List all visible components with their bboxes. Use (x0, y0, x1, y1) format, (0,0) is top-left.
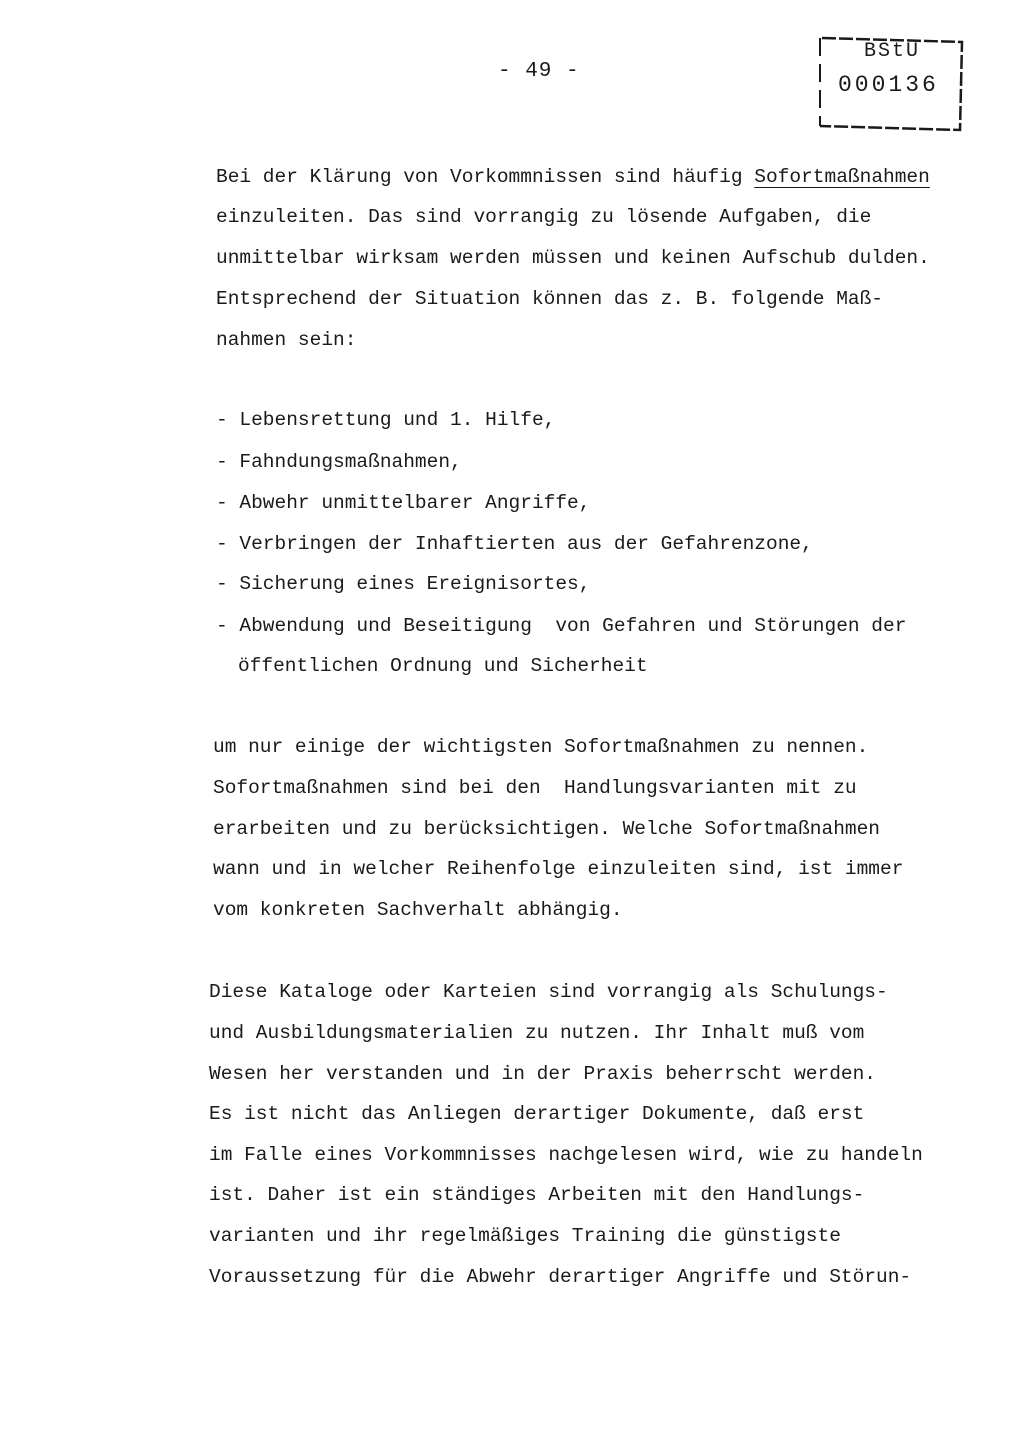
list-item: - Sicherung eines Ereignisortes, (216, 573, 591, 595)
list-item-continuation: öffentlichen Ordnung und Sicherheit (238, 655, 648, 677)
list-item: - Abwendung und Beseitigung von Gefahren und Störungen der (216, 615, 907, 637)
page-number: - 49 - (498, 60, 580, 83)
paragraph3-line4: Es ist nicht das Anliegen derartiger Dokumente, daß erst (209, 1103, 865, 1125)
paragraph2-line1: um nur einige der wichtigsten Sofortmaßnahmen zu nennen. (213, 736, 869, 758)
paragraph1-line3: unmittelbar wirksam werden müssen und keinen Aufschub dulden. (216, 247, 930, 269)
paragraph3-line5: im Falle eines Vorkommnisses nachgelesen wird, wie zu handeln (209, 1144, 923, 1166)
paragraph1-line5: nahmen sein: (216, 329, 357, 351)
paragraph2-line2: Sofortmaßnahmen sind bei den Handlungsvarianten mit zu (213, 777, 857, 799)
paragraph2-line5: vom konkreten Sachverhalt abhängig. (213, 899, 623, 921)
paragraph3-line1: Diese Kataloge oder Karteien sind vorrangig als Schulungs- (209, 981, 888, 1003)
list-item: - Abwehr unmittelbarer Angriffe, (216, 492, 591, 514)
paragraph3-line2: und Ausbildungsmaterialien zu nutzen. Ihr Inhalt muß vom (209, 1022, 865, 1044)
paragraph3-line6: ist. Daher ist ein ständiges Arbeiten mit den Handlungs- (209, 1184, 865, 1206)
paragraph2-line3: erarbeiten und zu berücksichtigen. Welche Sofortmaßnahmen (213, 818, 881, 840)
paragraph3-line7: varianten und ihr regelmäßiges Training die günstigste (209, 1225, 841, 1247)
stamp-document-number: 000136 (838, 72, 939, 98)
emphasis-sofortmassnahmen: Sofortmaßnahmen (754, 166, 930, 188)
paragraph1-line2: einzuleiten. Das sind vorrangig zu lösende Aufgaben, die (216, 206, 872, 228)
list-item: - Fahndungsmaßnahmen, (216, 451, 462, 473)
paragraph1-line1-text: Bei der Klärung von Vorkommnissen sind häufig (216, 166, 755, 188)
archive-stamp (816, 34, 964, 132)
list-item: - Verbringen der Inhaftierten aus der Gefahrenzone, (216, 533, 813, 555)
paragraph1-line1 (216, 168, 930, 188)
paragraph1-line4: Entsprechend der Situation können das z. B. folgende Maß- (216, 288, 884, 310)
stamp-org-label: BStU (864, 40, 921, 63)
list-item: - Lebensrettung und 1. Hilfe, (216, 409, 556, 431)
paragraph2-line4: wann und in welcher Reihenfolge einzuleiten sind, ist immer (213, 858, 904, 880)
paragraph3-line8: Voraussetzung für die Abwehr derartiger Angriffe und Störun- (209, 1266, 912, 1288)
paragraph3-line3: Wesen her verstanden und in der Praxis beherrscht werden. (209, 1063, 877, 1085)
